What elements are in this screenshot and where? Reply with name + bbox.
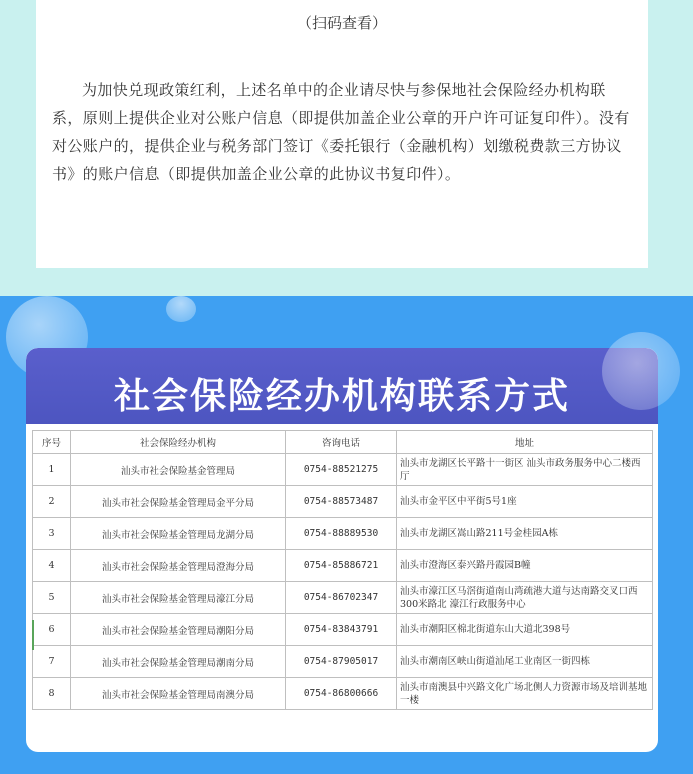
row-name: 汕头市社会保险基金管理局濠江分局: [71, 582, 286, 614]
row-no: 7: [33, 646, 71, 678]
table-row: [33, 518, 653, 550]
row-address: 汕头市南澳县中兴路文化广场北侧人力资源市场及培训基地一楼: [397, 678, 653, 710]
row-no: 8: [33, 678, 71, 710]
table-row: [33, 678, 653, 710]
row-address: 汕头市金平区中平街5号1座: [397, 486, 653, 518]
row-name: 汕头市社会保险基金管理局潮南分局: [71, 646, 286, 678]
header-address: 地址: [397, 431, 653, 454]
row-no: 3: [33, 518, 71, 550]
row-address: 汕头市龙湖区嵩山路211号金桂园A栋: [397, 518, 653, 550]
row-phone: 0754-86702347: [286, 582, 397, 614]
row-phone: 0754-88889530: [286, 518, 397, 550]
table-row: [33, 486, 653, 518]
decorative-bubble-icon: [166, 296, 196, 322]
header-no: 序号: [33, 431, 71, 454]
row-name: 汕头市社会保险基金管理局南澳分局: [71, 678, 286, 710]
row-address: 汕头市濠江区马滘街道南山湾疏港大道与达南路交叉口西300米路北 濠江行政服务中心: [397, 582, 653, 614]
row-name: 汕头市社会保险基金管理局金平分局: [71, 486, 286, 518]
row-address: 汕头市澄海区泰兴路丹霞园B幢: [397, 550, 653, 582]
panel-title: 社会保险经办机构联系方式: [113, 375, 570, 417]
row-no: 1: [33, 454, 71, 486]
table-row: [33, 646, 653, 678]
table-row: [33, 454, 653, 486]
row-name: 汕头市社会保险基金管理局澄海分局: [71, 550, 286, 582]
top-section: [0, 0, 693, 296]
row-name: 汕头市社会保险基金管理局龙湖分局: [71, 518, 286, 550]
row-no: 6: [33, 614, 71, 646]
row-address: 汕头市潮南区峡山街道汕尾工业南区一街四栋: [397, 646, 653, 678]
notice-card: [36, 0, 648, 268]
scan-caption: （扫码查看）: [296, 14, 387, 32]
row-highlight-marker: [32, 620, 34, 650]
table-row: [33, 550, 653, 582]
row-no: 2: [33, 486, 71, 518]
row-no: 4: [33, 550, 71, 582]
panel-header: [26, 348, 658, 424]
table-row: [33, 614, 653, 646]
header-name: 社会保险经办机构: [71, 431, 286, 454]
table-row: [33, 582, 653, 614]
row-phone: 0754-83843791: [286, 614, 397, 646]
row-name: 汕头市社会保险基金管理局潮阳分局: [71, 614, 286, 646]
row-phone: 0754-87905017: [286, 646, 397, 678]
header-phone: 咨询电话: [286, 431, 397, 454]
row-no: 5: [33, 582, 71, 614]
contact-table-wrap: [32, 430, 652, 710]
notice-paragraph: 为加快兑现政策红利，上述名单中的企业请尽快与参保地社会保险经办机构联系，原则上提供企业对公账户信息（即提供加盖企业公章的开户许可证复印件）。没有对公账户的，提供企业与税务部门签订《委托银行（金融机构）划缴税费款三方协议书》的账户信息（即提供加盖企业公章的此协议书复印件）。: [52, 81, 630, 183]
row-address: 汕头市龙湖区长平路十一街区 汕头市政务服务中心二楼西厅: [397, 454, 653, 486]
row-phone: 0754-86800666: [286, 678, 397, 710]
contact-table: [32, 430, 653, 710]
contact-section: [0, 296, 693, 774]
table-header-row: [33, 431, 653, 454]
contact-panel: [26, 348, 658, 752]
row-phone: 0754-85886721: [286, 550, 397, 582]
row-phone: 0754-88573487: [286, 486, 397, 518]
row-phone: 0754-88521275: [286, 454, 397, 486]
decorative-bubble-icon: [602, 332, 680, 410]
row-address: 汕头市潮阳区棉北街道东山大道北398号: [397, 614, 653, 646]
row-name: 汕头市社会保险基金管理局: [71, 454, 286, 486]
